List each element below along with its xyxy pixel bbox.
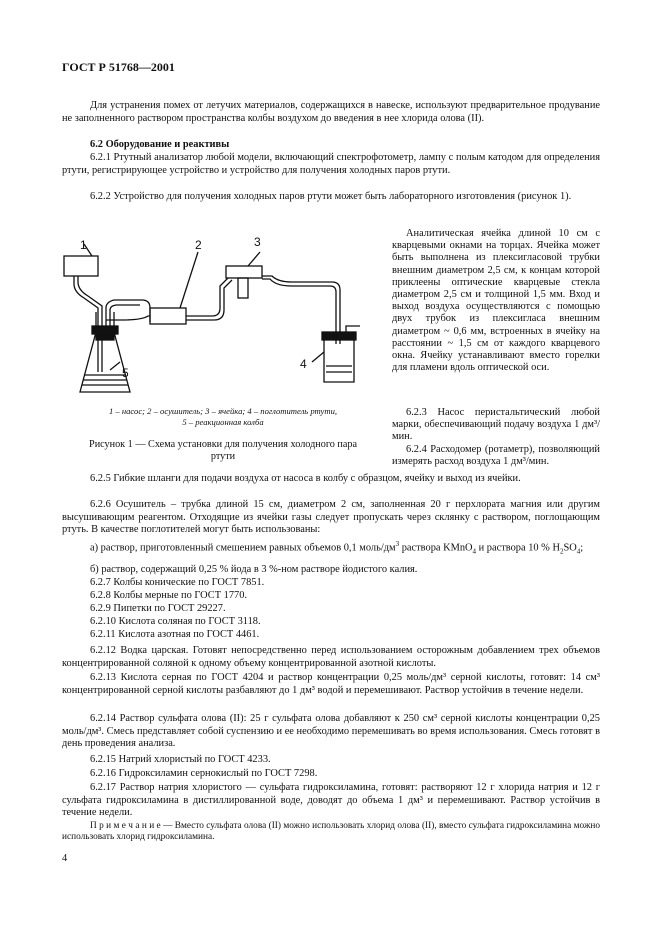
figure-caption-line-2: ртути	[210, 451, 236, 462]
section-title: 6.2 Оборудование и реактивы	[90, 139, 230, 150]
paragraph-6-2-13: 6.2.13 Кислота серная по ГОСТ 4204 и раствор концентрации 0,25 моль/дм³ серной кислоты, готовят: 14 см³ концентрированной серной кислоты разбавляют до 1 дм³ водой и перемешивают. Раствор устойчив в течение недели.	[62, 672, 600, 696]
note: П р и м е ч а н и е — Вместо сульфата олова (II) можно использовать хлорид олова (II), вместо сульфата гидроксиламина можно использовать хлорид гидроксиламина.	[62, 821, 601, 843]
paragraph-6-2-3: 6.2.3 Насос перистальтический любой марки, обеспечивающий подачу воздуха 1 дм³/мин.	[392, 407, 600, 443]
figure-label-2: 2	[195, 238, 202, 252]
figure-label-3: 3	[254, 235, 261, 249]
figure-legend-line-2: 5 – реакционная колба	[182, 417, 264, 427]
paragraph-6-2-12: 6.2.12 Водка царская. Готовят непосредственно перед использованием осторожным добавлением трех объемов концентрированной соляной к одному объему концентрированной азотной кислоты.	[62, 645, 600, 669]
page-number: 4	[62, 853, 68, 864]
paragraph-6-2-16: 6.2.16 Гидроксиламин сернокислый по ГОСТ 7298.	[90, 768, 318, 779]
paragraph-6-2-1: 6.2.1 Ртутный анализатор любой модели, включающий спектрофотометр, лампу с полым катодом для определения ртути, регистрирующее устройство и устройство для получения холодных паров ртути.	[62, 152, 600, 176]
paragraph-6-2-17: 6.2.17 Раствор натрия хлористого — сульфата гидроксиламина, готовят: растворяют 12 г хлорида натрия и 12 г сульфата гидроксиламина в дистиллированной воде, доводят до объема 1 дм³ и перемешивают. Раствор устойчив в течение недели.	[62, 782, 600, 819]
figure-label-4: 4	[300, 357, 307, 371]
paragraph-6-2-11: 6.2.11 Кислота азотная по ГОСТ 4461.	[90, 629, 260, 640]
figure-legend-line-1: 1 – насос; 2 – осушитель; 3 – ячейка; 4 – поглотитель ртути,	[108, 406, 338, 416]
paragraph-6-2-15: 6.2.15 Натрий хлористый по ГОСТ 4233.	[90, 754, 271, 765]
cell-icon	[226, 266, 262, 278]
figure-label-1: 1	[80, 238, 87, 252]
paragraph-6-2-2: 6.2.2 Устройство для получения холодных паров ртути может быть лабораторного изготовления (рисунок 1).	[90, 191, 572, 202]
paragraph-6-2-7: 6.2.7 Колбы конические по ГОСТ 7851.	[90, 577, 265, 588]
paragraph-6-2-6-a: а) раствор, приготовленный смешением равных объемов 0,1 моль/$дм^3$ раствора KMnO$_4$ и раствора 10 % $H_2SO_4$;	[90, 540, 584, 556]
absorber-icon	[324, 340, 354, 382]
figure-apparatus	[62, 232, 384, 404]
paragraph-6-2-10: 6.2.10 Кислота соляная по ГОСТ 3118.	[90, 616, 261, 627]
document-header: ГОСТ Р 51768—2001	[62, 60, 175, 74]
pump-icon	[64, 256, 98, 276]
paragraph-6-2-6-b: б) раствор, содержащий 0,25 % йода в 3 %-ном растворе йодистого калия.	[90, 564, 418, 575]
paragraph-6-2-6: 6.2.6 Осушитель – трубка длиной 15 см, диаметром 2 см, заполненная 20 г перхлората магния или другим высушивающим реагентом. Отходящие из ячейки газы следует пропускать через склянку с раствором, поглощающим ртуть. В качестве поглотителей могут быть использованы:	[62, 499, 600, 536]
paragraph-6-2-9: 6.2.9 Пипетки по ГОСТ 29227.	[90, 603, 226, 614]
intro-paragraph: Для устранения помех от летучих материалов, содержащихся в навеске, используют предварительное продувание не заполненного раствором пространства колбы воздухом до введения в нее хлорида олова (II).	[62, 100, 600, 124]
paragraph-6-2-4: 6.2.4 Расходомер (ротаметр), позволяющий измерять расход воздуха 1 дм³/мин.	[392, 444, 600, 468]
paragraph-6-2-5: 6.2.5 Гибкие шланги для подачи воздуха от насоса в колбу с образцом, ячейку и выход из ячейки.	[90, 473, 521, 484]
dryer-icon	[150, 308, 186, 324]
figure-caption-line-1: Рисунок 1 — Схема установки для получения холодного пара	[89, 439, 357, 450]
figure-label-5: 5	[122, 366, 129, 380]
paragraph-6-2-8: 6.2.8 Колбы мерные по ГОСТ 1770.	[90, 590, 248, 601]
paragraph-6-2-14: 6.2.14 Раствор сульфата олова (II): 25 г сульфата олова добавляют к 250 см³ серной кислоты концентрации 0,25 моль/дм³. Смесь представляет собой суспензию и ее необходимо перемешивать во время использования. Смесь готовят в день проведения анализа.	[62, 713, 600, 750]
cell-description: Аналитическая ячейка длиной 10 см с кварцевыми окнами на торцах. Ячейка может быть выполнена из плексигласовой трубки внешним диаметром 2,5 см, к концам которой приклеены оптические кварцевые стекла диаметром 2,5 см и толщиной 1,5 мм. Вход и выход воздуха осуществляются с помощью двух трубок из плексигласа внешним диаметром ~ 0,6 мм, встроенных в ячейку на расстоянии ~ 1,5 см от каждого кварцевого окна. Ячейку устанавливают вместо горелки для пламени вдоль оптической оси.	[392, 228, 600, 374]
